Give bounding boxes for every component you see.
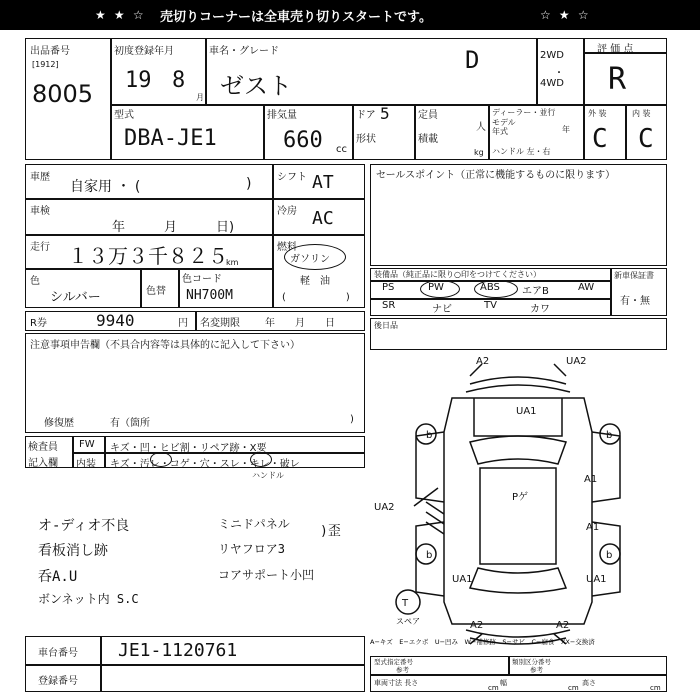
ac-value: AC (312, 208, 334, 229)
car-name-label: 車名・グレード (209, 46, 279, 57)
diagram-label: T (402, 598, 409, 609)
model-value: DBA-JE1 (124, 126, 217, 151)
stain-circle (150, 452, 172, 467)
pw-circle (420, 280, 460, 298)
fuel-label: 燃料 (277, 242, 297, 253)
diagram-label: UA2 (374, 502, 395, 513)
doors-label: ドア (356, 110, 376, 121)
equipment-item: カワ (530, 304, 550, 315)
chassis-value: JE1-1120761 (118, 640, 238, 661)
month-unit: 月 (196, 93, 204, 102)
mileage-value: １３万３千８２５ (68, 244, 228, 268)
first-reg-year: 19 (125, 68, 152, 93)
spare-label: スペア (396, 617, 420, 626)
color-code-value: NH700M (186, 288, 233, 303)
int-label: 内装 (76, 459, 96, 470)
equipment-item: PW (428, 282, 444, 293)
equipment-item: SR (382, 300, 396, 311)
repair-close: ) (350, 414, 354, 425)
displacement-label: 排気量 (267, 110, 297, 121)
width-label: 幅 (500, 679, 507, 687)
fw-label: FW (79, 439, 95, 450)
drive-dot: ・ (554, 68, 564, 79)
note-1: オ-ディオ不良 (38, 518, 130, 534)
doors-value: 5 (380, 104, 390, 123)
diagram-label: Pゲ (512, 492, 529, 503)
diagram-label: UA1 (586, 574, 607, 585)
car-name: ゼスト (220, 72, 292, 100)
model-year-label: モデル 年式 (492, 118, 516, 136)
diagram-label: b (606, 430, 613, 441)
shape-label: 形状 (356, 134, 376, 145)
reg-label: 登録番号 (38, 676, 78, 687)
fw-items: キズ・凹・ヒビ割・リペア跡・X要 (110, 443, 267, 454)
rating-value: R (608, 62, 627, 97)
equipment-item: PS (382, 282, 395, 293)
ac-label: 冷房 (277, 206, 297, 217)
height-label: 高さ (582, 679, 596, 687)
displacement-value: 660 (283, 128, 323, 153)
diagram-label: UA1 (452, 574, 473, 585)
width-cm: cm (568, 684, 579, 692)
note-2: 看板消し跡 (38, 543, 108, 559)
capacity-unit: 人 (476, 122, 486, 133)
year-unit: 年 (562, 125, 570, 134)
note-8: )歪 (320, 524, 341, 539)
repair-label: 修復歴 (44, 418, 74, 429)
note-3: 呑A.U (38, 569, 78, 585)
equipment-item: エアB (522, 286, 549, 297)
banner-stars-right: ☆ ★ ☆ (540, 8, 591, 22)
type-label: 型式指定番号 (374, 658, 413, 666)
mileage-label: 走行 (30, 242, 50, 253)
wear-circle (250, 452, 272, 467)
warranty-value: 有・無 (620, 296, 650, 307)
fuel-circle (284, 244, 346, 270)
lot-label: 出品番号 (30, 46, 70, 57)
recycle-label: R券 (30, 318, 47, 329)
cc-unit: cc (336, 144, 347, 155)
inspector-label-top: 検査員 (28, 442, 58, 453)
diagram-legend: A−キズ E−エクボ U−凹み W−補修跡 S−サビ C−腐食 XX−交換済 (370, 638, 595, 646)
equipment-item: ナビ (432, 304, 452, 315)
first-reg-label: 初度登録年月 (114, 46, 174, 57)
diagram-label: A2 (556, 620, 570, 631)
drive-2wd: 2WD (540, 50, 564, 61)
banner-stars-left: ★ ★ ☆ (95, 8, 146, 22)
lot-code: [1912] (32, 60, 59, 69)
inspection-label: 車検 (30, 206, 50, 217)
rear-photo-frame (370, 318, 667, 350)
color-code-label: 色コード (182, 274, 222, 285)
diagram-label: A1 (586, 522, 600, 533)
diagram-label: b (426, 430, 433, 441)
diagram-label: UA2 (566, 356, 587, 367)
yen-unit: 円 (178, 318, 188, 329)
drive-4wd: 4WD (540, 78, 564, 89)
color-value: シルバー (50, 290, 101, 305)
km-unit: km (226, 258, 239, 267)
int-items: キズ・汚レ・コゲ・穴・スレ・キレ・破レ (110, 459, 300, 470)
diagram-label: b (426, 550, 433, 561)
color-label: 色 (30, 276, 40, 287)
note-7: コアサポート小凹 (218, 568, 315, 582)
rear-photo-label: 後日品 (374, 321, 398, 330)
deadline-date-units: 年 月 日 (265, 318, 335, 329)
shift-label: シフト (277, 172, 307, 183)
deadline-label: 名変期限 (200, 318, 240, 329)
diagram-label: A2 (470, 620, 484, 631)
sales-label: セールスポイント（正常に機能するものに限ります） (376, 170, 616, 181)
notes-label: 注意事項申告欄（不具合内容等は具体的に記入して下さい） (30, 340, 300, 351)
top-banner (0, 0, 700, 30)
rating-label: 評 価 点 (597, 44, 634, 55)
inspector-label-bottom: 記入欄 (28, 458, 58, 469)
equipment-item: ABS (480, 282, 500, 293)
class-note: 参考 (530, 666, 543, 674)
fuel-value: ガソリン (290, 254, 330, 265)
capacity-label: 定員 (418, 110, 438, 121)
shift-value: AT (312, 172, 334, 193)
lot-number: 8005 (32, 80, 94, 108)
type-note: 参考 (396, 666, 409, 674)
interior-label: 内 装 (632, 109, 651, 118)
abs-circle (474, 280, 518, 298)
length-cm: cm (488, 684, 499, 692)
equipment-item: AW (578, 282, 595, 293)
grade: D (465, 46, 480, 74)
length-label: 車両寸法 長さ (374, 679, 419, 687)
banner-text: 売切りコーナーは全車売り切りスタートです。 (160, 9, 432, 25)
note-6: リヤフロア3 (218, 542, 285, 556)
dealer-label: ディーラー・並行 (492, 108, 556, 117)
exterior-label: 外 装 (588, 109, 607, 118)
history-close: ) (246, 176, 252, 192)
car-damage-diagram (370, 352, 667, 652)
diagram-label: b (606, 550, 613, 561)
fuel-paren: ( ) (282, 292, 350, 303)
repair-value: 有（箇所 (110, 418, 150, 429)
recycle-value: 9940 (96, 311, 135, 330)
warranty-label: 新車保証書 (614, 271, 654, 280)
equipment-label: 装備品（純正品に限り○印をつけてください） (374, 270, 541, 279)
class-label: 類別区分番号 (512, 658, 551, 666)
history-value: 自家用 ・ ( (70, 179, 141, 195)
note-5: ミニドパネル (218, 517, 290, 531)
height-cm: cm (650, 684, 661, 692)
equipment-item: TV (484, 300, 497, 311)
diagram-label: A2 (476, 356, 490, 367)
fuel-alt: 軽 油 (300, 276, 330, 287)
load-label: 積載 (418, 134, 438, 145)
handle-label: ハンドル 左・右 (492, 147, 551, 156)
diagram-label: UA1 (516, 406, 537, 417)
color-change-label: 色替 (146, 286, 166, 297)
chassis-label: 車台番号 (38, 648, 78, 659)
interior-grade: C (638, 124, 654, 154)
kg-unit: kg (474, 148, 484, 157)
note-4: ボンネット内 S.C (38, 592, 139, 606)
diagram-label: A1 (584, 474, 598, 485)
inspection-value: 年 月 日) (112, 220, 235, 235)
model-label: 型式 (114, 110, 134, 121)
first-reg-month: 8 (172, 68, 186, 93)
inspector-annotation: ハンドル (252, 471, 284, 480)
exterior-grade: C (592, 124, 608, 154)
history-label: 車歴 (30, 172, 50, 183)
